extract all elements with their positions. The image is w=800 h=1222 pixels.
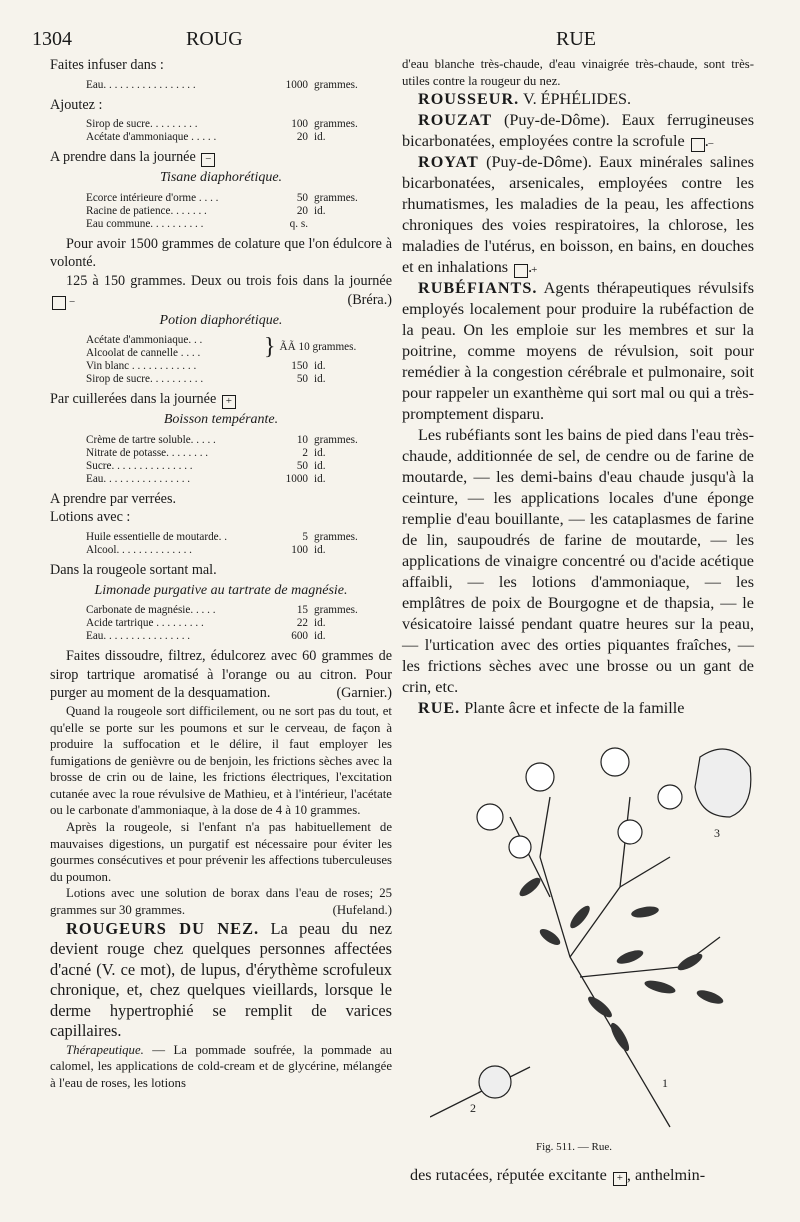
recipe-row (86, 118, 392, 131)
ingredient: Acide tartrique . . . . . . . . . (86, 617, 204, 630)
text-line: Lotions avec : (50, 509, 131, 526)
ingredient: Sucre. . . . . . . . . . . . . . . (86, 459, 193, 472)
recipe-list (86, 118, 392, 144)
ingredient: Eau commune. . . . . . . . . . (86, 217, 204, 230)
unit: id. (314, 543, 326, 556)
minus-box-icon: − (52, 296, 66, 310)
recipe-list (86, 79, 392, 92)
paragraph: Quand la rougeole sort difficilement, ou ne sort pas du tout, et qu'elle se porte sur les poumons et sur le cerveau, de façon à produire la suffocation et le délire, il faut employer les fumigations de genièvre ou de benjoin, les frictions sèches avec la brosse de crin ou de laine, les frictions électriques, l'excitation cutanée avec la roue révulsive de Mathieu, et à l'intérieur, l'acétate ou le carbonate d'ammoniaque, à la dose de 4 à 10 grammes. (50, 703, 392, 818)
paragraph: Lotions avec une solution de borax dans l'eau de roses; 25 grammes sur 30 grammes. (Hufeland.) (50, 886, 392, 918)
recipe-row (86, 617, 392, 630)
unit: id. (314, 472, 326, 485)
left-column (50, 56, 392, 1091)
quantity: 20 (296, 204, 308, 217)
entry-headword: ROUGEURS DU NEZ. (66, 918, 260, 938)
recipe-row (86, 218, 392, 231)
entry-rue: RUE. Plante âcre et infecte de la famille (418, 699, 685, 718)
minus-box-icon: − (201, 153, 215, 167)
recipe-list (86, 604, 392, 643)
unit: id. (314, 131, 326, 144)
ingredient: Acétate d'ammoniaque . . . . . (86, 131, 217, 144)
recipe-title: Limonade purgative au tartrate de magnésie. (94, 582, 348, 598)
text-line: Par cuillerées dans la journée + (50, 390, 392, 409)
citation: (Hufeland.) (332, 903, 392, 918)
unit: grammes. (314, 530, 358, 543)
ingredient: Eau. . . . . . . . . . . . . . . . (86, 472, 191, 485)
plus-box-icon: + (514, 264, 528, 278)
text-line: Dans la rougeole sortant mal. (50, 561, 217, 578)
minus-box-icon: − (691, 138, 705, 152)
quantity: 5 (302, 530, 308, 543)
ingredient: Ecorce intérieure d'orme . . . . (86, 191, 219, 204)
quantity: 22 (296, 617, 308, 630)
unit: grammes. (314, 433, 358, 446)
recipe-list (86, 334, 392, 360)
text-line: A prendre dans la journée − (50, 148, 392, 167)
ingredient: Crème de tartre soluble. . . . . (86, 433, 216, 446)
ingredient: Racine de patience. . . . . . . (86, 204, 207, 217)
quantity: 10 (296, 433, 308, 446)
unit: id. (314, 373, 326, 386)
ingredient: Acétate d'ammoniaque. . . (86, 334, 203, 347)
quantity: 1000 (285, 472, 308, 485)
recipe-list (86, 531, 392, 557)
fig-label: 1 (662, 1076, 668, 1090)
figure-caption: Fig. 511. — Rue. (536, 1141, 612, 1153)
paragraph: Les rubéfiants sont les bains de pied dans l'eau très-chaude, additionnée de sel, de cendre ou de farine de moutarde, — les demi-bains d'eau chaude jusqu'à la ceinture, — les applications locales d'une éponge remplie d'eau bouillante, — les cataplasmes de farine de lin, saupoudrés de farine de moutarde, — les applications de vinaigre concentré ou d'acide acétique affaibli, — les lotions d'ammoniaque, — les emplâtres de poix de Bourgogne et de thapsia, — le vésicatoire laissé pendant quatre heures sur la peau, — l'urtication avec des orties piquantes fraîches, — les frictions sèches avec une brosse ou un gant de crin, etc. (402, 426, 754, 697)
recipe-title: Tisane diaphorétique. (159, 170, 283, 186)
text-line: Faites infuser dans : (50, 57, 164, 73)
recipe-title: Boisson tempérante. (163, 412, 279, 428)
citation: (Garnier.) (336, 685, 392, 702)
main-stem (540, 857, 670, 1127)
entry-headword: ROYAT (418, 153, 479, 172)
running-head-left: ROUG (186, 28, 243, 50)
quantity: 100 (291, 543, 308, 556)
quantity: 15 (296, 604, 308, 617)
unit: grammes. (314, 78, 358, 91)
recipe-row (86, 473, 392, 486)
unit: id. (314, 446, 326, 459)
quantity: 600 (291, 630, 308, 643)
unit: id. (314, 459, 326, 472)
recipe-row (86, 131, 392, 144)
quantity: 50 (296, 191, 308, 204)
quantity: 150 (291, 360, 308, 373)
recipe-row (86, 604, 392, 617)
recipe-row (86, 79, 392, 92)
recipe-title: Potion diaphorétique. (159, 312, 283, 328)
unit: id. (314, 617, 326, 630)
brace-icon: } (264, 334, 276, 361)
fig-label: 2 (470, 1101, 476, 1115)
recipe-row (86, 630, 392, 643)
entry-rougeurs: ROUGEURS DU NEZ. La peau du nez devient rouge chez quelques personnes affectées d'acné (V. ce mot), de lupus, d'érythème scrofuleux chronique, et, chez quelques vieillards, lorsque le derme hypertrophié se remplit de varices capillaires. (50, 918, 392, 1041)
recipe-list (86, 192, 392, 231)
paragraph: Pour avoir 1500 grammes de colature que l'on édulcore à volonté. (50, 235, 392, 271)
quantity: q. s. (289, 217, 308, 230)
ingredient: Nitrate de potasse. . . . . . . . (86, 446, 209, 459)
unit (308, 218, 314, 231)
plus-box-icon: + (613, 1172, 627, 1186)
recipe-row (86, 205, 392, 218)
text-line: des rutacées, réputée excitante + , anthelmin- (410, 1166, 706, 1184)
quantity: 2 (302, 446, 308, 459)
text-line: Ajoutez : (50, 96, 103, 113)
quantity: 50 (296, 459, 308, 472)
unit: grammes. (314, 191, 358, 204)
unit: id. (314, 630, 326, 643)
entry-rubefiants: RUBÉFIANTS. Agents thérapeutiques révulsifs employés localement pour produire la rubéfaction de la peau. On les emploie sur les membres et sur la poitrine, comme moyens de révulsion, soit pour remédier à la congestion cérébrale et pulmonaire, soit pour rappeler un exanthème qui sort mal ou qui a très-promptement disparu. (402, 279, 755, 424)
text-line: A prendre par verrées. (50, 490, 177, 507)
recipe-list (86, 360, 392, 386)
quantity: 50 (296, 373, 308, 386)
running-head-right: RUE (556, 28, 596, 50)
ingredient: Eau. . . . . . . . . . . . . . . . . (86, 78, 196, 91)
quantity: 1000 (285, 78, 308, 91)
ingredient: Alcoolat de cannelle . . . . (86, 347, 201, 360)
recipe-row (86, 373, 392, 386)
ingredient: Vin blanc . . . . . . . . . . . . (86, 360, 197, 373)
recipe-list (86, 434, 392, 486)
fig-label: 3 (714, 826, 720, 840)
recipe-row (86, 360, 392, 373)
entry-headword: ROUSSEUR. (418, 90, 520, 109)
recipe-row (86, 192, 392, 205)
paragraph: Après la rougeole, si l'enfant n'a pas habituellement de mauvaises digestions, un purgatif est nécessaire pour éviter les gourmes consécutives et pour prévenir les affections tuberculeuses du poumon. (50, 820, 392, 884)
entry-royat: ROYAT (Puy-de-Dôme). Eaux minérales salines bicarbonatées, arsenicales, employées contre les rhumatismes, les maladies de la peau, les affections chroniques des voies respiratoires, la chlorose, les maladies de l'utérus, en boisson, en bains, en douches et en inhalations +. (402, 153, 755, 277)
paragraph: Faites dissoudre, filtrez, édulcorez avec 60 grammes de sirop tartrique aromatisé à l'orange ou au citron. Pour purger au moment de la desquamation. (Garnier.) (50, 648, 392, 702)
unit: id. (314, 360, 326, 373)
plus-box-icon: + (222, 395, 236, 409)
ingredient: Alcool. . . . . . . . . . . . . . (86, 543, 192, 556)
ingredient: Carbonate de magnésie. . . . . (86, 604, 216, 617)
page-number: 1304 (32, 28, 72, 50)
entry-headword: RUE. (418, 699, 461, 718)
recipe-row (86, 544, 392, 557)
unit: id. (314, 204, 326, 217)
recipe-row (86, 434, 392, 447)
recipe-row (86, 531, 392, 544)
unit: grammes. (314, 604, 358, 617)
quantity: 100 (291, 118, 308, 131)
paragraph: d'eau blanche très-chaude, d'eau vinaigrée très-chaude, sont très-utiles contre la rougeur du nez. (402, 57, 754, 88)
entry-headword: RUBÉFIANTS. (418, 279, 538, 298)
entry-headword: ROUZAT (418, 111, 493, 130)
entry-rousseur: ROUSSEUR. V. ÉPHÉLIDES. (418, 90, 632, 109)
ingredient: Sirop de sucre. . . . . . . . . . (86, 373, 204, 386)
ingredient: Eau. . . . . . . . . . . . . . . . (86, 630, 191, 643)
paragraph: Thérapeutique. — La pommade soufrée, la pommade au calomel, les applications de cold-cream et de glycérine, mélangée à l'eau de roses, les lotions (50, 1042, 393, 1090)
paragraph: 125 à 150 grammes. Deux ou trois fois dans la journée − (Bréra.) (50, 272, 392, 310)
recipe-row (86, 460, 392, 473)
citation: (Bréra.) (347, 291, 392, 308)
quantity: ÃÃ 10 grammes. (279, 340, 357, 353)
running-header (0, 28, 800, 56)
ingredient: Sirop de sucre. . . . . . . . . (86, 118, 198, 131)
unit: grammes. (314, 118, 358, 131)
ingredient: Huile essentielle de moutarde. . (86, 530, 228, 543)
entry-rouzat: ROUZAT (Puy-de-Dôme). Eaux ferrugineuses bicarbonatées, employées contre la scrofule −. (402, 111, 754, 151)
recipe-row (86, 447, 392, 460)
right-column (402, 56, 754, 719)
quantity: 20 (296, 131, 308, 144)
rue-plant-illustration (430, 737, 760, 1137)
